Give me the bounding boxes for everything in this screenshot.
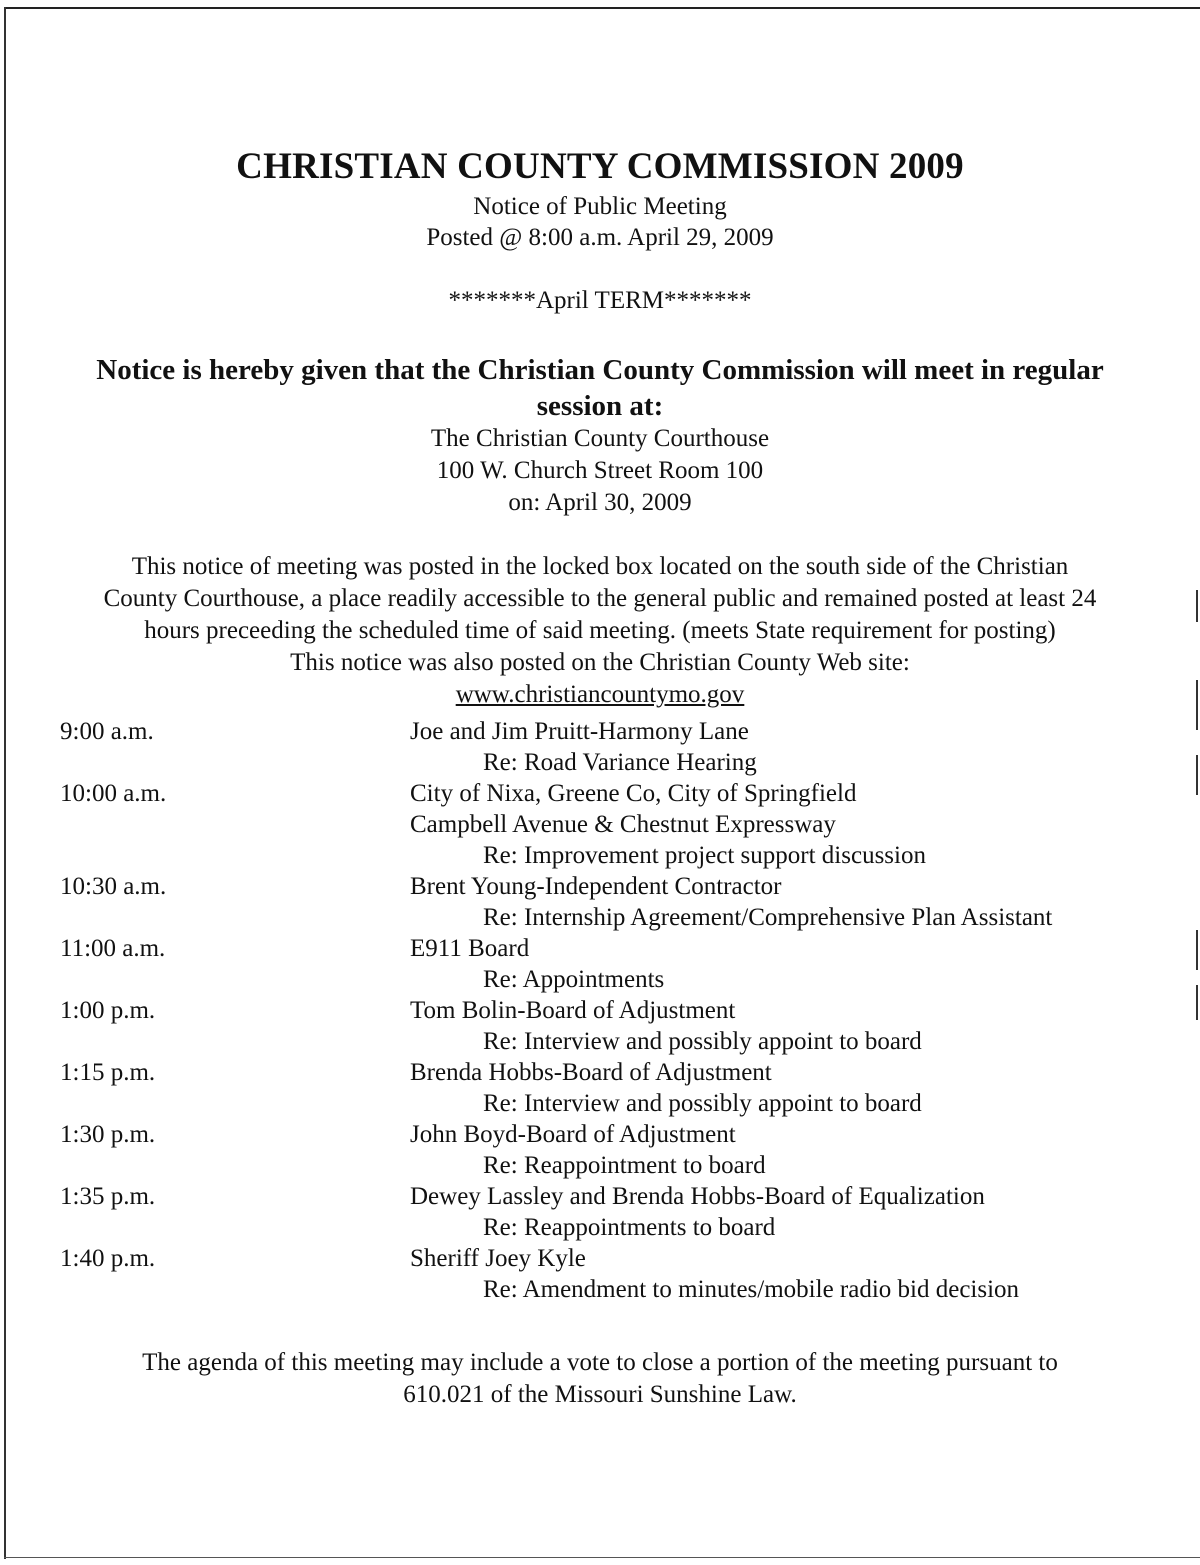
agenda-item: Brent Young-Independent Contractor (410, 873, 782, 900)
agenda-time: 1:40 p.m. (60, 1245, 156, 1272)
agenda-subject: Re: Interview and possibly appoint to board (483, 1090, 922, 1117)
agenda-row (0, 933, 1200, 964)
agenda-time: 1:35 p.m. (60, 1183, 156, 1210)
footer-line1: The agenda of this meeting may include a vote to close a portion of the meeting pursuant to (142, 1349, 1058, 1376)
agenda-row (0, 871, 1200, 902)
agenda-subject: Re: Improvement project support discussion (483, 842, 926, 869)
meeting-date: on: April 30, 2009 (508, 489, 692, 516)
agenda-row (0, 840, 1200, 871)
agenda-row (0, 902, 1200, 933)
posting-line3: hours preceeding the scheduled time of said meeting. (meets State requirement for posting) (144, 617, 1056, 644)
agenda-row (0, 1212, 1200, 1243)
agenda-item: John Boyd-Board of Adjustment (410, 1121, 736, 1148)
notice-heading: Notice of Public Meeting (473, 193, 727, 220)
agenda-row (0, 1119, 1200, 1150)
agenda-subject: Re: Appointments (483, 966, 665, 993)
agenda-time: 10:30 a.m. (60, 873, 167, 900)
term-line: *******April TERM******* (448, 287, 752, 314)
agenda-time: 1:15 p.m. (60, 1059, 156, 1086)
agenda-time: 11:00 a.m. (60, 935, 166, 962)
agenda-time: 9:00 a.m. (60, 718, 154, 745)
website-line (0, 680, 1200, 710)
document-title: CHRISTIAN COUNTY COMMISSION 2009 (236, 146, 964, 187)
agenda-item: Dewey Lassley and Brenda Hobbs-Board of Equalization (410, 1183, 985, 1210)
agenda-time: 1:00 p.m. (60, 997, 156, 1024)
agenda-row (0, 1181, 1200, 1212)
agenda-subject: Re: Road Variance Hearing (483, 749, 757, 776)
agenda-item: E911 Board (410, 935, 530, 962)
agenda-row (0, 964, 1200, 995)
agenda-item: City of Nixa, Greene Co, City of Springfield (410, 780, 857, 807)
agenda-row (0, 1150, 1200, 1181)
agenda-item-extra: Campbell Avenue & Chestnut Expressway (410, 811, 836, 838)
posting-line2: County Courthouse, a place readily accessible to the general public and remained posted at least 24 (103, 585, 1097, 612)
agenda-time: 10:00 a.m. (60, 780, 167, 807)
agenda-row (0, 1088, 1200, 1119)
agenda-item: Tom Bolin-Board of Adjustment (410, 997, 736, 1024)
agenda-row (0, 747, 1200, 778)
agenda-list (0, 716, 1200, 1305)
footer-line2: 610.021 of the Missouri Sunshine Law. (403, 1381, 797, 1408)
agenda-row (0, 778, 1200, 809)
website-link[interactable]: www.christiancountymo.gov (455, 681, 745, 708)
session-notice-line2: session at: (536, 390, 664, 422)
session-notice-line1: Notice is hereby given that the Christian County Commission will meet in regular (96, 354, 1104, 386)
agenda-row (0, 1274, 1200, 1305)
agenda-subject: Re: Reappointments to board (483, 1214, 776, 1241)
agenda-item: Joe and Jim Pruitt-Harmony Lane (410, 718, 749, 745)
posted-line: Posted @ 8:00 a.m. April 29, 2009 (426, 224, 774, 251)
agenda-row (0, 1057, 1200, 1088)
posting-line1: This notice of meeting was posted in the locked box located on the south side of the Christian (131, 553, 1069, 580)
agenda-subject: Re: Amendment to minutes/mobile radio bid decision (483, 1276, 1020, 1303)
location-line2: 100 W. Church Street Room 100 (436, 457, 764, 484)
agenda-subject: Re: Internship Agreement/Comprehensive Plan Assistant (483, 904, 1053, 931)
agenda-row (0, 809, 1200, 840)
posting-line4: This notice was also posted on the Christian County Web site: (290, 649, 910, 676)
agenda-row (0, 995, 1200, 1026)
agenda-subject: Re: Reappointment to board (483, 1152, 766, 1179)
agenda-row (0, 716, 1200, 747)
agenda-item: Sheriff Joey Kyle (410, 1245, 586, 1272)
agenda-row (0, 1243, 1200, 1274)
agenda-time: 1:30 p.m. (60, 1121, 156, 1148)
agenda-item: Brenda Hobbs-Board of Adjustment (410, 1059, 772, 1086)
location-line1: The Christian County Courthouse (430, 425, 770, 452)
agenda-subject: Re: Interview and possibly appoint to board (483, 1028, 922, 1055)
agenda-row (0, 1026, 1200, 1057)
